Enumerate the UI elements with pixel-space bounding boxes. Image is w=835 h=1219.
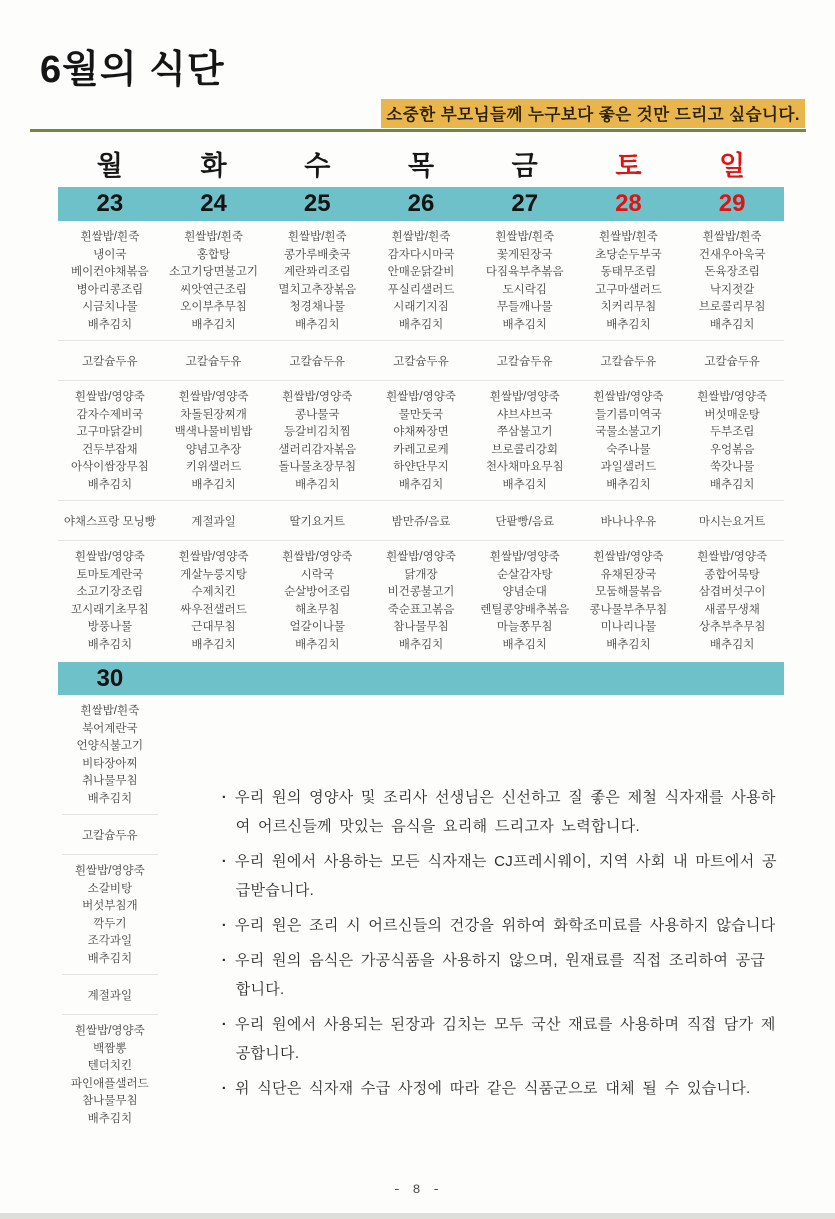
menu-item: 배추김치 xyxy=(87,478,133,491)
menu-item: 닭개장 xyxy=(404,568,438,581)
morning-snack-cell: 고칼슘두유 xyxy=(289,356,346,368)
menu-item: 흰쌀밥/영양죽 xyxy=(74,1025,145,1037)
date-27: 27 xyxy=(511,190,539,217)
menu-item: 얼갈이나물 xyxy=(289,621,346,633)
menu-item: 등갈비김치찜 xyxy=(283,426,351,438)
morning-snack-cell: 고칼슘두유 xyxy=(704,356,760,368)
day-header-sun: 일 xyxy=(719,151,746,181)
menu-item: 배추김치 xyxy=(191,318,236,331)
date-23: 23 xyxy=(96,190,124,217)
menu-item: 조각과일 xyxy=(87,935,133,947)
menu-item: 텐더치킨 xyxy=(87,1060,133,1072)
menu-item: 토마토계란국 xyxy=(76,568,144,581)
dinner-cell xyxy=(369,541,473,660)
menu-item: 방풍나물 xyxy=(87,621,133,633)
menu-item: 비건콩불고기 xyxy=(387,586,455,598)
menu-item: 흰쌀밥/영양죽 xyxy=(593,391,664,403)
menu-item: 쑥갓나물 xyxy=(709,461,755,473)
note-item: · 위 식단은 식자재 수급 사정에 따라 같은 식품군으로 대체 될 수 있습니다. xyxy=(220,1074,778,1103)
menu-item: 고구마닭갈비 xyxy=(76,426,144,438)
menu-item: 유채된장국 xyxy=(600,568,657,581)
menu-item: 흰쌀밥/영양죽 xyxy=(282,551,353,563)
menu-item: 모둠해물볶음 xyxy=(595,586,662,598)
day-header-sat: 토 xyxy=(615,151,642,181)
menu-item: 죽순표고볶음 xyxy=(387,603,455,616)
morning-snack-cell: 고칼슘두유 xyxy=(393,356,449,368)
menu-item: 흰쌀밥/흰죽 xyxy=(702,231,762,243)
menu-item: 백짬뽕 xyxy=(93,1042,127,1055)
menu-item: 배추김치 xyxy=(191,638,236,651)
menu-item: 마늘쫑무침 xyxy=(496,621,553,633)
menu-item: 흰쌀밥/흰죽 xyxy=(80,231,140,243)
afternoon-snack-cell: 단팥빵/음료 xyxy=(495,516,555,528)
menu-item: 흰쌀밥/흰죽 xyxy=(184,231,243,243)
menu-item: 배추김치 xyxy=(398,318,444,331)
breakfast-cell xyxy=(369,221,473,340)
menu-item: 야채짜장면 xyxy=(393,426,449,438)
dinner-cell xyxy=(577,541,681,660)
menu-item: 흰쌀밥/영양죽 xyxy=(178,551,249,563)
breakfast-cell xyxy=(680,221,784,340)
afternoon-snack-cell: 밤만쥬/음료 xyxy=(391,516,451,528)
menu-item: 배추김치 xyxy=(606,638,651,651)
day-header-mon: 월 xyxy=(96,151,123,181)
morning-snack-cell: 고칼슘두유 xyxy=(82,356,138,368)
menu-item: 참나물무침 xyxy=(82,1095,138,1107)
menu-item: 배추김치 xyxy=(87,1112,133,1125)
morning-snack-cell: 고칼슘두유 xyxy=(82,830,138,842)
lunch-cell xyxy=(265,381,369,500)
morning-snack-row xyxy=(58,341,784,380)
menu-item: 흰쌀밥/흰죽 xyxy=(495,231,555,243)
menu-item: 푸실리샐러드 xyxy=(387,283,455,296)
notes-section xyxy=(162,695,784,1109)
afternoon-snack-cell: 딸기요거트 xyxy=(289,516,346,528)
menu-item: 배추김치 xyxy=(295,638,340,651)
menu-item: 씨앗연근조림 xyxy=(180,283,247,296)
menu-item: 배추김치 xyxy=(87,318,133,331)
day-header-row xyxy=(58,138,784,187)
menu-item: 키위샐러드 xyxy=(185,461,242,473)
date-25: 25 xyxy=(303,190,331,217)
dinner-cell xyxy=(162,541,266,660)
note-item: · 우리 원의 영양사 및 조리사 선생님은 신선하고 질 좋은 제철 식자재를 사용하여 어르신들께 맛있는 음식을 요리해 드리고자 노력합니다. xyxy=(220,783,778,841)
date-24: 24 xyxy=(200,190,227,217)
menu-item: 브로콜리강회 xyxy=(491,443,559,456)
menu-item: 다짐육부추볶음 xyxy=(485,266,564,278)
menu-item: 언양식불고기 xyxy=(76,740,144,752)
afternoon-snack-row xyxy=(58,501,784,540)
menu-item: 흰쌀밥/영양죽 xyxy=(697,391,768,403)
menu-item: 종합어묵탕 xyxy=(704,568,760,581)
menu-item: 배추김치 xyxy=(87,952,133,965)
menu-item: 백색나물비빔밥 xyxy=(174,426,253,438)
dinner-cell xyxy=(680,541,784,660)
date-band-week2 xyxy=(58,662,784,695)
afternoon-snack-cell: 계절과일 xyxy=(191,516,236,528)
menu-item: 콩나물국 xyxy=(295,408,340,421)
day-header-thu: 목 xyxy=(407,151,435,181)
menu-item: 배추김치 xyxy=(87,792,133,805)
afternoon-snack-cell: 야채스프랑 모닝빵 xyxy=(63,516,156,528)
date-26: 26 xyxy=(407,190,435,217)
menu-item: 양념순대 xyxy=(502,586,547,598)
menu-item: 우엉볶음 xyxy=(709,443,755,456)
dinner-row xyxy=(58,541,784,660)
menu-item: 흰쌀밥/영양죽 xyxy=(489,551,560,563)
dinner-cell xyxy=(58,541,162,660)
lunch-cell xyxy=(680,381,784,500)
menu-item: 비타장아찌 xyxy=(82,757,138,770)
menu-item: 깍두기 xyxy=(93,917,127,930)
breakfast-cell xyxy=(577,221,681,340)
menu-item: 소고기장조림 xyxy=(76,586,144,598)
lunch-cell xyxy=(58,855,162,974)
menu-item: 무들깨나물 xyxy=(496,301,553,313)
menu-item: 건두부잡채 xyxy=(82,443,138,456)
menu-item: 카레고로케 xyxy=(393,443,449,456)
meal-calendar xyxy=(58,138,784,1134)
menu-item: 배추김치 xyxy=(502,478,547,491)
menu-item: 취나물무침 xyxy=(82,775,138,787)
menu-item: 홍합탕 xyxy=(196,248,231,261)
menu-item: 흰쌀밥/흰죽 xyxy=(287,231,347,243)
week2-and-notes xyxy=(58,695,784,1134)
menu-item: 콩나물부추무침 xyxy=(589,603,668,616)
menu-item: 흰쌀밥/영양죽 xyxy=(178,391,249,403)
menu-item: 흰쌀밥/영양죽 xyxy=(74,391,145,403)
menu-item: 버섯부침개 xyxy=(82,900,138,912)
menu-item: 북어계란국 xyxy=(82,722,138,735)
menu-item: 아삭이쌈장무침 xyxy=(70,461,149,473)
menu-item: 과일샐러드 xyxy=(600,461,657,473)
menu-item: 흰쌀밥/흰죽 xyxy=(80,705,140,717)
note-item: · 우리 원에서 사용되는 된장과 김치는 모두 국산 재료를 사용하며 직접 담가 제공합니다. xyxy=(220,1010,778,1068)
menu-item: 치커리무침 xyxy=(600,301,657,313)
dinner-cell xyxy=(58,1015,162,1134)
page-title: 6월의 식단 xyxy=(40,49,225,91)
menu-item: 차돌된장찌개 xyxy=(180,408,247,421)
menu-item: 꽃게된장국 xyxy=(496,248,553,261)
menu-item: 감자다시마국 xyxy=(387,248,455,261)
menu-item: 상추부추무침 xyxy=(698,621,766,633)
lunch-cell xyxy=(162,381,266,500)
menu-item: 멸치고추장볶음 xyxy=(278,283,357,296)
note-item: · 우리 원의 음식은 가공식품을 사용하지 않으며, 원재료를 직접 조리하여 공급합니다. xyxy=(220,946,778,1004)
morning-snack-cell: 고칼슘두유 xyxy=(496,356,553,368)
menu-item: 배추김치 xyxy=(191,478,236,491)
note-item: · 우리 원은 조리 시 어르신들의 건강을 위하여 화학조미료를 사용하지 않습니다 xyxy=(220,911,778,940)
menu-item: 게살누룽지탕 xyxy=(180,568,247,581)
menu-item: 브로콜리무침 xyxy=(698,301,766,313)
menu-item: 고구마샐러드 xyxy=(595,283,662,296)
menu-item: 배추김치 xyxy=(502,638,547,651)
menu-item: 오이부추무침 xyxy=(180,301,247,313)
scan-edge-artifact xyxy=(0,1213,835,1219)
menu-item: 양념고추장 xyxy=(185,443,242,456)
menu-item: 파인애플샐러드 xyxy=(70,1077,149,1090)
afternoon-snack-cell: 마시는요거트 xyxy=(698,516,766,528)
afternoon-snack-cell: 계절과일 xyxy=(87,990,133,1002)
breakfast-cell xyxy=(162,221,266,340)
menu-item: 국물소불고기 xyxy=(595,426,662,438)
menu-item: 삼겹버섯구이 xyxy=(698,586,766,598)
menu-item: 숙주나물 xyxy=(606,443,651,456)
menu-item: 해초무침 xyxy=(295,603,340,616)
menu-item: 근대무침 xyxy=(191,621,236,633)
menu-item: 흰쌀밥/영양죽 xyxy=(697,551,768,563)
breakfast-cell xyxy=(58,221,162,340)
afternoon-snack-cell: 바나나우유 xyxy=(600,516,657,528)
menu-item: 싸우전샐러드 xyxy=(180,603,247,616)
menu-item: 새콤무생채 xyxy=(704,603,760,616)
lunch-cell xyxy=(58,381,162,500)
day-header-tue: 화 xyxy=(200,151,227,181)
menu-item: 소고기당면불고기 xyxy=(169,266,258,278)
menu-item: 렌틸콩양배추볶음 xyxy=(480,603,570,616)
breakfast-cell xyxy=(265,221,369,340)
menu-item: 들기름미역국 xyxy=(595,408,662,421)
menu-item: 쭈삼불고기 xyxy=(496,426,553,438)
menu-item: 수제치킨 xyxy=(191,586,236,598)
subtitle-highlight: 소중한 부모님들께 누구보다 좋은 것만 드리고 싶습니다. xyxy=(381,99,805,128)
note-item: · 우리 원에서 사용하는 모든 식자재는 CJ프레시웨이, 지역 사회 내 마트에서 공급받습니다. xyxy=(220,847,778,905)
breakfast-row xyxy=(58,221,784,340)
menu-item: 배추김치 xyxy=(398,478,444,491)
divider-rule xyxy=(30,129,806,132)
menu-item: 돈육장조림 xyxy=(704,266,760,278)
menu-item: 소갈비탕 xyxy=(87,882,133,895)
menu-item: 돌나물초장무침 xyxy=(278,461,357,473)
date-30: 30 xyxy=(96,665,124,692)
menu-item: 감자수제비국 xyxy=(76,408,144,421)
menu-item: 흰쌀밥/흰죽 xyxy=(599,231,658,243)
menu-item: 순살방어조림 xyxy=(283,586,351,598)
menu-item: 흰쌀밥/영양죽 xyxy=(74,551,145,563)
menu-item: 시락국 xyxy=(300,568,334,581)
date-29: 29 xyxy=(718,190,746,217)
menu-item: 배추김치 xyxy=(709,478,755,491)
menu-item: 순살감자탕 xyxy=(496,568,553,581)
menu-item: 청경채나물 xyxy=(289,301,346,313)
menu-item: 두부조림 xyxy=(709,426,755,438)
menu-item: 냉이국 xyxy=(93,248,127,261)
menu-item: 초당순두부국 xyxy=(595,248,662,261)
menu-item: 샤브샤브국 xyxy=(496,408,553,421)
subtitle-row xyxy=(0,99,835,128)
menu-item: 흰쌀밥/영양죽 xyxy=(74,865,145,877)
lunch-row xyxy=(58,381,784,500)
week2-monday-column xyxy=(58,695,162,1134)
menu-item: 동태무조림 xyxy=(600,266,657,278)
morning-snack-cell: 고칼슘두유 xyxy=(600,356,657,368)
dinner-cell xyxy=(473,541,577,660)
day-header-fri: 금 xyxy=(511,151,538,181)
menu-item: 흰쌀밥/영양죽 xyxy=(593,551,664,563)
menu-item: 도시락김 xyxy=(502,283,547,296)
menu-item: 배추김치 xyxy=(398,638,444,651)
menu-item: 배추김치 xyxy=(502,318,547,331)
menu-item: 흰쌀밥/영양죽 xyxy=(282,391,353,403)
menu-item: 샐러리감자볶음 xyxy=(278,443,357,456)
menu-item: 베이컨야채볶음 xyxy=(70,266,149,278)
page-number: - 8 - xyxy=(392,1182,442,1197)
menu-item: 배추김치 xyxy=(709,318,755,331)
menu-item: 시금치나물 xyxy=(82,301,138,313)
menu-item: 배추김치 xyxy=(295,478,340,491)
lunch-cell xyxy=(577,381,681,500)
menu-item: 흰쌀밥/영양죽 xyxy=(386,391,456,403)
menu-item: 물만둣국 xyxy=(398,408,444,421)
menu-item: 배추김치 xyxy=(606,478,651,491)
date-28: 28 xyxy=(615,190,642,217)
menu-item: 꼬시래기초무침 xyxy=(70,603,149,616)
menu-item: 배추김치 xyxy=(709,638,755,651)
menu-item: 흰쌀밥/영양죽 xyxy=(489,391,560,403)
menu-item: 시래기지짐 xyxy=(393,301,449,313)
breakfast-cell xyxy=(58,695,162,814)
breakfast-cell xyxy=(473,221,577,340)
dinner-cell xyxy=(265,541,369,660)
menu-item: 미나리나물 xyxy=(600,621,657,633)
date-band-week1 xyxy=(58,187,784,221)
menu-item: 하얀단무지 xyxy=(393,461,449,473)
morning-snack-cell: 고칼슘두유 xyxy=(185,356,242,368)
menu-item: 흰쌀밥/흰죽 xyxy=(391,231,451,243)
lunch-cell xyxy=(473,381,577,500)
menu-item: 건새우아욱국 xyxy=(698,248,766,261)
menu-item: 계란꽈리조림 xyxy=(283,266,351,278)
menu-item: 참나물무침 xyxy=(393,621,449,633)
lunch-cell xyxy=(369,381,473,500)
menu-item: 배추김치 xyxy=(295,318,340,331)
menu-item: 안매운닭갈비 xyxy=(387,266,455,278)
menu-item: 배추김치 xyxy=(87,638,133,651)
menu-item: 병아리콩조림 xyxy=(76,283,144,296)
menu-item: 배추김치 xyxy=(606,318,651,331)
day-header-wed: 수 xyxy=(304,151,331,181)
menu-item: 천사채마요무침 xyxy=(485,461,564,473)
menu-item: 버섯매운탕 xyxy=(704,408,760,421)
menu-item: 콩가루배춧국 xyxy=(283,248,351,261)
menu-item: 낙지젓갈 xyxy=(709,283,755,296)
menu-item: 흰쌀밥/영양죽 xyxy=(386,551,456,563)
